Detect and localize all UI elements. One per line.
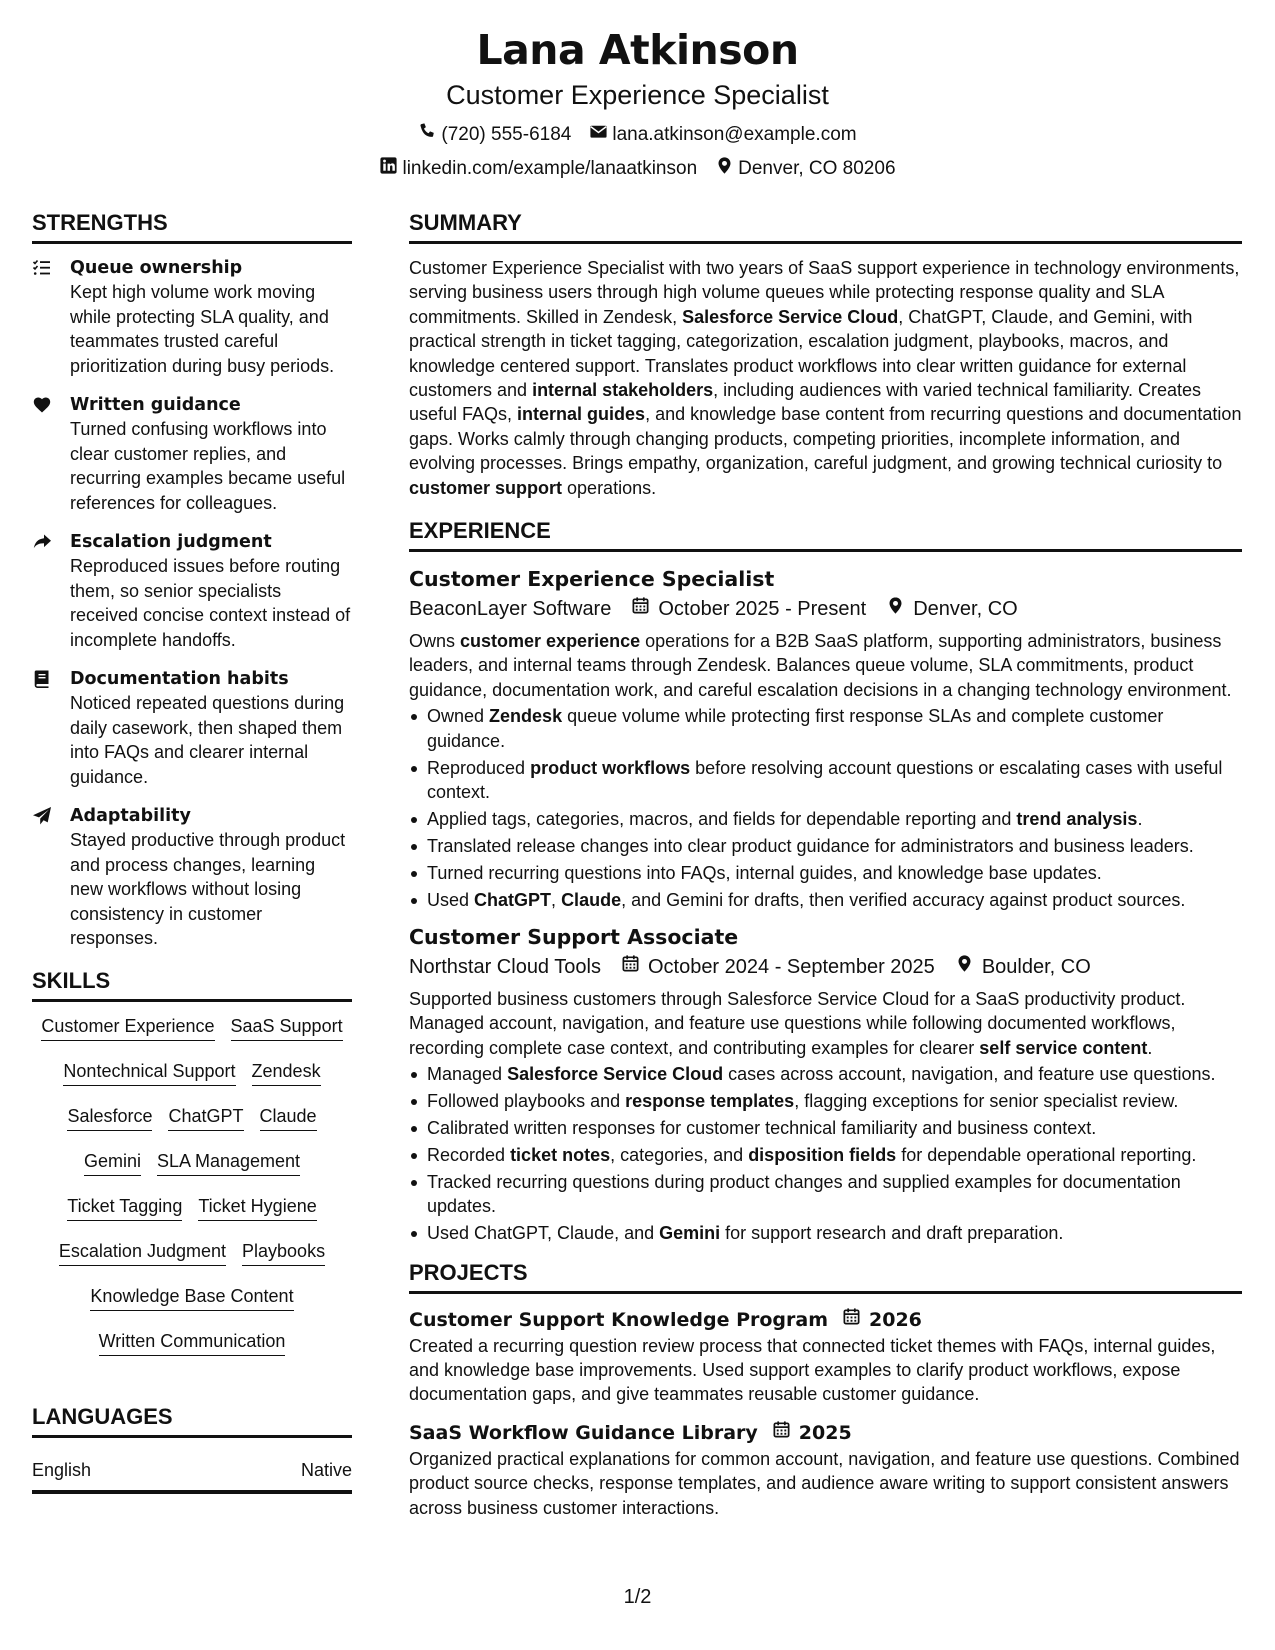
- skill-tag: Playbooks: [242, 1239, 325, 1266]
- job-dates: October 2025 - Present: [658, 598, 867, 621]
- project-year: 2025: [798, 1421, 852, 1444]
- linkedin-contact[interactable]: [379, 156, 697, 182]
- bold-keyword: Gemini: [659, 1223, 721, 1244]
- bold-keyword: self service content: [979, 1037, 1148, 1058]
- languages-heading: LANGUAGES: [32, 1402, 352, 1438]
- job-bullet: Calibrated written responses for customer technical familiarity and business context.: [409, 1116, 1242, 1140]
- bold-keyword: internal stakeholders: [532, 380, 714, 401]
- job-title: Customer Support Associate: [409, 925, 739, 950]
- experience-heading: EXPERIENCE: [409, 516, 1242, 552]
- calendar-icon: [631, 595, 650, 623]
- location-text: Denver, CO 80206: [738, 158, 896, 179]
- job-bullet: Reproduced product workflows before resolving account questions or escalating cases with useful context.: [409, 756, 1242, 805]
- candidate-name: Lana Atkinson: [476, 26, 799, 74]
- project-year: 2026: [869, 1308, 922, 1331]
- project-entry: [409, 1306, 1242, 1407]
- language-name: English: [32, 1459, 92, 1480]
- job-location: Denver, CO: [913, 598, 1018, 621]
- book-icon: [32, 667, 70, 789]
- skill-tag: Zendesk: [252, 1059, 321, 1086]
- bold-keyword: disposition fields: [748, 1144, 897, 1165]
- bold-keyword: customer experience: [460, 631, 641, 652]
- skill-tag: Written Communication: [99, 1329, 286, 1356]
- job-bullet: Applied tags, categories, macros, and fields for dependable reporting and trend analysis.: [409, 807, 1242, 831]
- map-pin-icon: [955, 953, 974, 981]
- job-intro: Supported business customers through Salesforce Service Cloud for a SaaS productivity product. Managed account, navigation, and feature use questions while following documented workflows, recording complete case context, and contributing examples for clearer self service content.: [409, 989, 1186, 1058]
- strength-description: Kept high volume work moving while protecting SLA quality, and teammates trusted careful prioritization during busy periods.: [70, 282, 335, 376]
- skill-tag: Salesforce: [67, 1104, 152, 1131]
- bold-keyword: Claude: [561, 889, 622, 910]
- project-title-row: [409, 1419, 1242, 1447]
- project-entry: [409, 1419, 1242, 1520]
- linkedin-text: linkedin.com/example/lanaatkinson: [402, 158, 698, 179]
- job-title: Customer Experience Specialist: [409, 567, 775, 592]
- linkedin-icon: [379, 156, 398, 182]
- project-title: SaaS Workflow Guidance Library: [409, 1421, 758, 1444]
- location-contact: [715, 156, 895, 182]
- bold-keyword: trend analysis: [1016, 808, 1138, 829]
- bold-keyword: product workflows: [530, 757, 691, 778]
- calendar-icon: [842, 1306, 861, 1334]
- bold-keyword: customer support: [409, 477, 563, 498]
- strength-title: Written guidance: [70, 395, 241, 415]
- phone-contact[interactable]: [418, 122, 571, 148]
- email-text: lana.atkinson@example.com: [612, 124, 857, 145]
- job-company: BeaconLayer Software: [409, 598, 612, 621]
- email-contact[interactable]: [589, 122, 856, 148]
- bold-keyword: Zendesk: [489, 706, 563, 727]
- job-bullets: [409, 704, 1242, 912]
- job-dates: October 2024 - September 2025: [647, 956, 935, 979]
- skill-tag: SaaS Support: [231, 1014, 343, 1041]
- strength-description: Stayed productive through product and process changes, learning new workflows without losing consistency in customer responses.: [70, 830, 346, 948]
- job-bullet: Translated release changes into clear product guidance for administrators and business leaders.: [409, 834, 1242, 858]
- contact-row-1: [0, 122, 1275, 148]
- candidate-title: Customer Experience Specialist: [446, 80, 829, 110]
- strength-item: [32, 804, 352, 951]
- heart-icon: [32, 393, 70, 515]
- map-pin-icon: [886, 595, 905, 623]
- skill-tag: Escalation Judgment: [59, 1239, 226, 1266]
- job-bullet: Tracked recurring questions during product changes and supplied examples for documentation updates.: [409, 1170, 1242, 1219]
- phone-icon: [418, 122, 437, 148]
- skills-list: [32, 1014, 352, 1356]
- job-intro: Owns customer experience operations for a B2B SaaS platform, supporting administrators, business leaders, and internal teams through Zendesk. Balances queue volume, SLA commitments, product guidance, documentation work, and careful escalation decisions in a changing technology environment.: [409, 631, 1232, 700]
- bold-keyword: Salesforce Service Cloud: [507, 1064, 724, 1085]
- job-bullet: Used ChatGPT, Claude, and Gemini for drafts, then verified accuracy against product sources.: [409, 888, 1242, 912]
- calendar-icon: [772, 1419, 791, 1447]
- job-meta: [409, 953, 1242, 981]
- bold-keyword: ticket notes: [510, 1144, 611, 1165]
- skill-tag: Knowledge Base Content: [90, 1284, 293, 1311]
- skill-tag: Ticket Hygiene: [198, 1194, 316, 1221]
- share-arrow-icon: [32, 530, 70, 652]
- job-bullet: Owned Zendesk queue volume while protecting first response SLAs and complete customer guidance.: [409, 704, 1242, 753]
- summary-text: Customer Experience Specialist with two years of SaaS support experience in technology environments, serving business users through high volume queues while protecting response quality and SLA commitments. Skilled in Zendesk, Salesforce Service Cloud, ChatGPT, Claude, and Gemini, with practical strength in ticket tagging, categorization, escalation judgment, playbooks, macros, and knowledge centered support. Translates product workflows into clear written guidance for external customers and internal stakeholders, including audiences with varied technical familiarity. Creates useful FAQs, internal guides, and knowledge base content from recurring questions and documentation gaps. Works calmly through changing products, competing priorities, incomplete information, and evolving processes. Brings empathy, organization, careful judgment, and growing technical curiosity to customer support operations.: [409, 258, 1242, 498]
- language-row: [32, 1450, 352, 1494]
- job-location: Boulder, CO: [981, 956, 1091, 979]
- strength-item: [32, 393, 352, 515]
- bold-keyword: internal guides: [517, 404, 646, 425]
- job-bullets: [409, 1062, 1242, 1245]
- job-company: Northstar Cloud Tools: [409, 956, 601, 979]
- page-number: 1/2: [623, 1586, 652, 1608]
- project-description: Created a recurring question review process that connected ticket themes with FAQs, internal guides, and knowledge base improvements. Used support examples to clarify product workflows, expose documentation gaps, and give teammates reusable customer guidance.: [409, 1335, 1216, 1405]
- summary-heading: SUMMARY: [409, 208, 1242, 244]
- right-column: [409, 208, 1242, 1520]
- strength-description: Turned confusing workflows into clear customer replies, and recurring examples became useful references for colleagues.: [70, 419, 346, 513]
- envelope-icon: [589, 122, 608, 148]
- bold-keyword: Salesforce Service Cloud: [682, 306, 899, 327]
- project-title-row: [409, 1306, 1242, 1334]
- strength-title: Queue ownership: [70, 258, 243, 278]
- skill-tag: SLA Management: [157, 1149, 300, 1176]
- phone-text: (720) 555-6184: [441, 124, 572, 145]
- project-description: Organized practical explanations for common account, navigation, and feature use questions. Combined product source checks, response templates, and audience aware writing to support consistent answers across business customer interactions.: [409, 1448, 1240, 1518]
- job-entry: [409, 564, 1242, 912]
- left-column: [32, 208, 352, 1494]
- skills-heading: SKILLS: [32, 966, 352, 1002]
- skill-tag: Claude: [260, 1104, 317, 1131]
- language-level: Native: [300, 1459, 352, 1480]
- strengths-heading: STRENGTHS: [32, 208, 352, 244]
- skill-tag: Gemini: [84, 1149, 141, 1176]
- strength-title: Escalation judgment: [70, 532, 272, 552]
- job-bullet: Followed playbooks and response templates, flagging exceptions for senior specialist review.: [409, 1089, 1242, 1113]
- strength-item: [32, 530, 352, 652]
- skill-tag: ChatGPT: [168, 1104, 243, 1131]
- skill-tag: Nontechnical Support: [63, 1059, 235, 1086]
- strength-description: Noticed repeated questions during daily casework, then shaped them into FAQs and clearer internal guidance.: [70, 693, 345, 787]
- strength-item: [32, 667, 352, 789]
- contact-row-2: [0, 156, 1275, 182]
- calendar-icon: [621, 953, 640, 981]
- bold-keyword: response templates: [625, 1091, 795, 1112]
- strength-item: [32, 256, 352, 378]
- strength-description: Reproduced issues before routing them, so senior specialists received concise context instead of incomplete handoffs.: [70, 556, 351, 650]
- map-pin-icon: [715, 156, 734, 182]
- job-bullet: Recorded ticket notes, categories, and disposition fields for dependable operational reporting.: [409, 1143, 1242, 1167]
- skill-tag: Customer Experience: [41, 1014, 214, 1041]
- paper-plane-icon: [32, 804, 70, 951]
- job-bullet: Used ChatGPT, Claude, and Gemini for support research and draft preparation.: [409, 1221, 1242, 1245]
- job-meta: [409, 595, 1242, 623]
- resume-header: [0, 22, 1275, 182]
- strength-title: Documentation habits: [70, 669, 289, 689]
- project-title: Customer Support Knowledge Program: [409, 1308, 829, 1331]
- projects-heading: PROJECTS: [409, 1258, 1242, 1294]
- job-bullet: Managed Salesforce Service Cloud cases across account, navigation, and feature use questions.: [409, 1062, 1242, 1086]
- bold-keyword: ChatGPT: [474, 889, 552, 910]
- job-bullet: Turned recurring questions into FAQs, internal guides, and knowledge base updates.: [409, 861, 1242, 885]
- strength-title: Adaptability: [70, 806, 191, 826]
- skill-tag: Ticket Tagging: [67, 1194, 182, 1221]
- checklist-icon: [32, 256, 70, 378]
- job-entry: [409, 922, 1242, 1246]
